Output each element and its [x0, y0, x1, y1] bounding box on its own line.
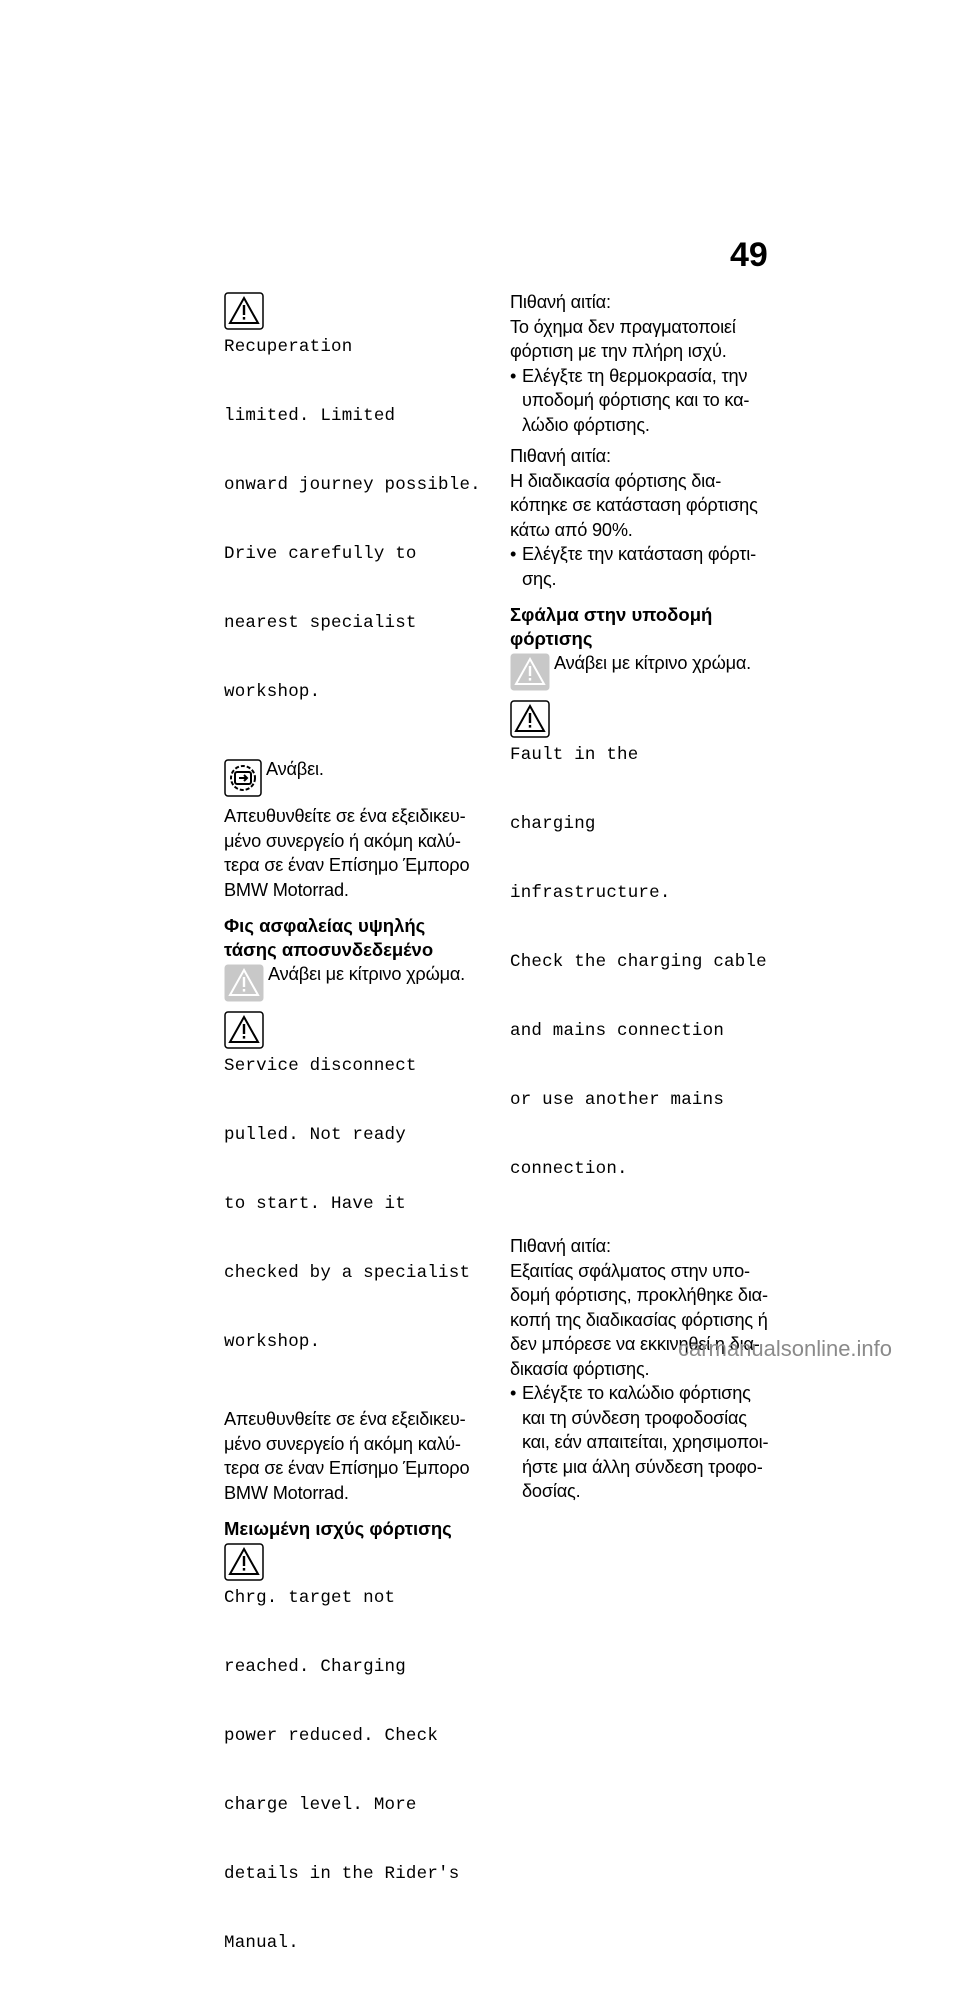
watermark: carmanualsonline.info [678, 1336, 893, 1361]
bullet-check-charge-state: • Ελέγξτε την κατάσταση φόρτι- σης. [510, 544, 756, 589]
advice-workshop-1: Απευθυνθείτε σε ένα εξειδικευ- μένο συνεργείο ή ακόμη καλύ- τερα σε έναν Επίσημο Έμπορο BMW Motorrad. [224, 806, 470, 900]
drive-system-warning-icon [224, 759, 262, 797]
warning-triangle-yellow-icon [224, 964, 264, 1002]
right-column [510, 290, 785, 1504]
cause-3: Πιθανή αιτία: Εξαιτίας σφάλματος στην υπο- δομή φόρτισης, προκλήθηκε δια- κοπή της διαδικασίας φόρτισης ή δεν μπόρεσε να εκκινηθεί η δια- δικασία φόρτισης. [510, 1236, 768, 1379]
advice-workshop-2: Απευθυνθείτε σε ένα εξειδικευ- μένο συνεργείο ή ακόμη καλύ- τερα σε έναν Επίσημο Έμπορο BMW Motorrad. [224, 1409, 470, 1503]
bullet-dot: • [510, 544, 517, 564]
warning-triangle-icon [224, 1011, 264, 1049]
bullet-dot: • [510, 1383, 517, 1403]
page-number: 49 [730, 236, 768, 274]
message-charge-target: Chrg. target not reached. Charging power reduced. Check charge level. More details in the Rider's Manual. [224, 1541, 494, 2001]
heading-charging-infrastructure-fault: Σφάλμα στην υποδομή φόρτισης [510, 604, 713, 649]
message-recuperation: Recuperation limited. Limited onward journey possible. Drive carefully to nearest specialist workshop. [224, 290, 494, 750]
status-yellow-2: Ανάβει με κίτρινο χρώμα. [510, 651, 785, 691]
cause-2: Πιθανή αιτία: Η διαδικασία φόρτισης δια- κόπηκε σε κατάσταση φόρτισης κάτω από 90%. [510, 446, 758, 540]
status-yellow-1: Ανάβει με κίτρινο χρώμα. [224, 962, 494, 1002]
message-service-disconnect: Service disconnect pulled. Not ready to start. Have it checked by a specialist workshop. [224, 1009, 494, 1400]
heading-reduced-charging: Μειωμένη ισχύς φόρτισης [224, 1518, 452, 1539]
message-charging-fault: Fault in the charging infrastructure. Check the charging cable and mains connection or use another mains connection. [510, 698, 785, 1227]
left-column [224, 290, 494, 2001]
warning-triangle-icon [224, 292, 264, 330]
bullet-check-cable: • Ελέγξτε το καλώδιο φόρτισης και τη σύνδεση τροφοδοσίας και, εάν απαιτείται, χρησιμοποι- ήστε μια άλλη σύνδεση τροφο- δοσίας. [510, 1383, 769, 1501]
warning-triangle-icon [510, 700, 550, 738]
status-lights-up: Ανάβει. [224, 757, 494, 797]
cause-1: Πιθανή αιτία: Το όχημα δεν πραγματοποιεί φόρτιση με την πλήρη ισχύ. [510, 292, 736, 361]
bullet-dot: • [510, 365, 517, 386]
heading-service-disconnect: Φις ασφαλείας υψηλής τάσης αποσυνδεδεμένο [224, 915, 434, 960]
bullet-check-temperature: • Ελέγξτε τη θερμοκρασία, την υποδομή φόρτισης και το κα- λώδιο φόρτισης. [510, 365, 750, 435]
warning-triangle-yellow-icon [510, 653, 550, 691]
warning-triangle-icon [224, 1543, 264, 1581]
